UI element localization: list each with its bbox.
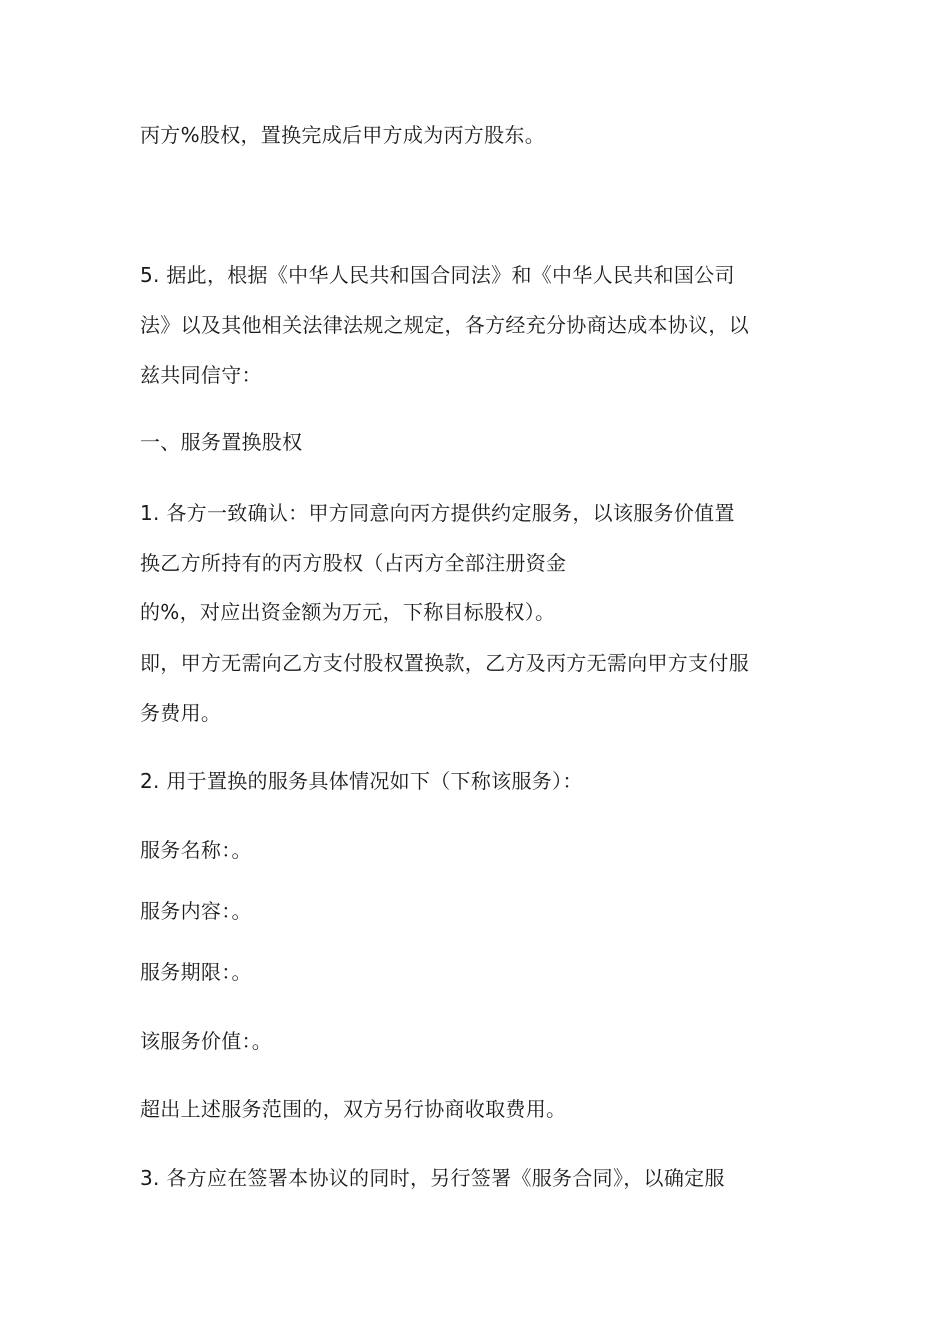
paragraph-line: 5. 据此，根据《中华人民共和国合同法》和《中华人民共和国公司	[140, 263, 735, 287]
section-heading: 一、服务置换股权	[140, 430, 303, 454]
paragraph-line: 的%，对应出资金额为万元，下称目标股权）。	[140, 600, 556, 624]
paragraph-line: 丙方%股权，置换完成后甲方成为丙方股东。	[140, 123, 546, 147]
paragraph-line: 即，甲方无需向乙方支付股权置换款，乙方及丙方无需向甲方支付服	[140, 651, 749, 675]
paragraph-line: 2. 用于置换的服务具体情况如下（下称该服务）：	[140, 769, 583, 793]
paragraph-line: 超出上述服务范围的，双方另行协商收取费用。	[140, 1097, 567, 1121]
paragraph-line: 法》以及其他相关法律法规之规定，各方经充分协商达成本协议，以	[140, 313, 749, 337]
field-line-service-period: 服务期限：。	[140, 960, 252, 984]
paragraph-line: 3. 各方应在签署本协议的同时，另行签署《服务合同》，以确定服	[140, 1166, 725, 1190]
paragraph-line: 1. 各方一致确认：甲方同意向丙方提供约定服务，以该服务价值置	[140, 501, 735, 525]
field-line-service-content: 服务内容：。	[140, 899, 252, 923]
paragraph-line: 兹共同信守：	[140, 363, 262, 387]
field-line-service-value: 该服务价值：。	[140, 1029, 273, 1053]
paragraph-line: 务费用。	[140, 701, 222, 725]
field-line-service-name: 服务名称：。	[140, 838, 252, 862]
paragraph-line: 换乙方所持有的丙方股权（占丙方全部注册资金	[140, 551, 567, 575]
